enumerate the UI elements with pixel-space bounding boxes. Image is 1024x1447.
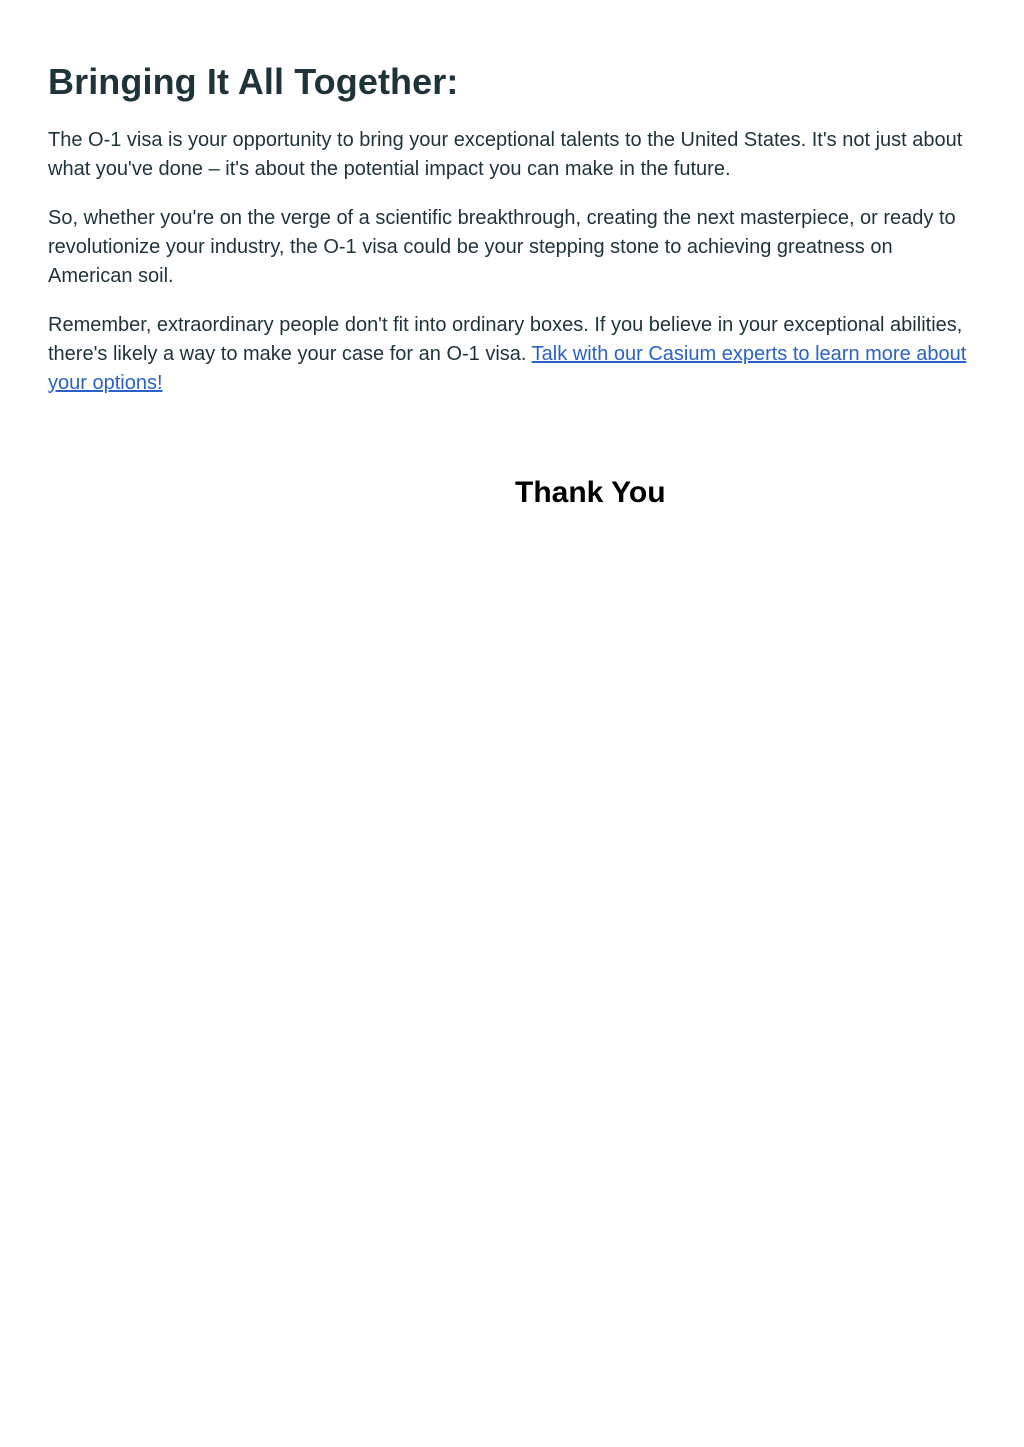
section-title: Bringing It All Together:: [48, 61, 459, 102]
talk-with-experts-link[interactable]: Talk with our Casium experts to learn more about your options!: [48, 343, 967, 394]
paragraph-closing: [48, 311, 978, 398]
paragraph-opportunity: The O-1 visa is your opportunity to bring your exceptional talents to the United States. It's not just about what you've done – it's about the potential impact you can make in the future.: [48, 129, 963, 180]
thank-you-heading: Thank You: [515, 476, 666, 509]
paragraph-stepping-stone: So, whether you're on the verge of a scientific breakthrough, creating the next masterpiece, or ready to revolutionize your industry, the O-1 visa could be your stepping stone to achieving greatness on American soil.: [48, 207, 956, 287]
document-content: [48, 60, 978, 418]
closing-text: Remember, extraordinary people don't fit into ordinary boxes. If you believe in your exceptional abilities, there's likely a way to make your case for an O-1 visa.: [48, 314, 963, 365]
